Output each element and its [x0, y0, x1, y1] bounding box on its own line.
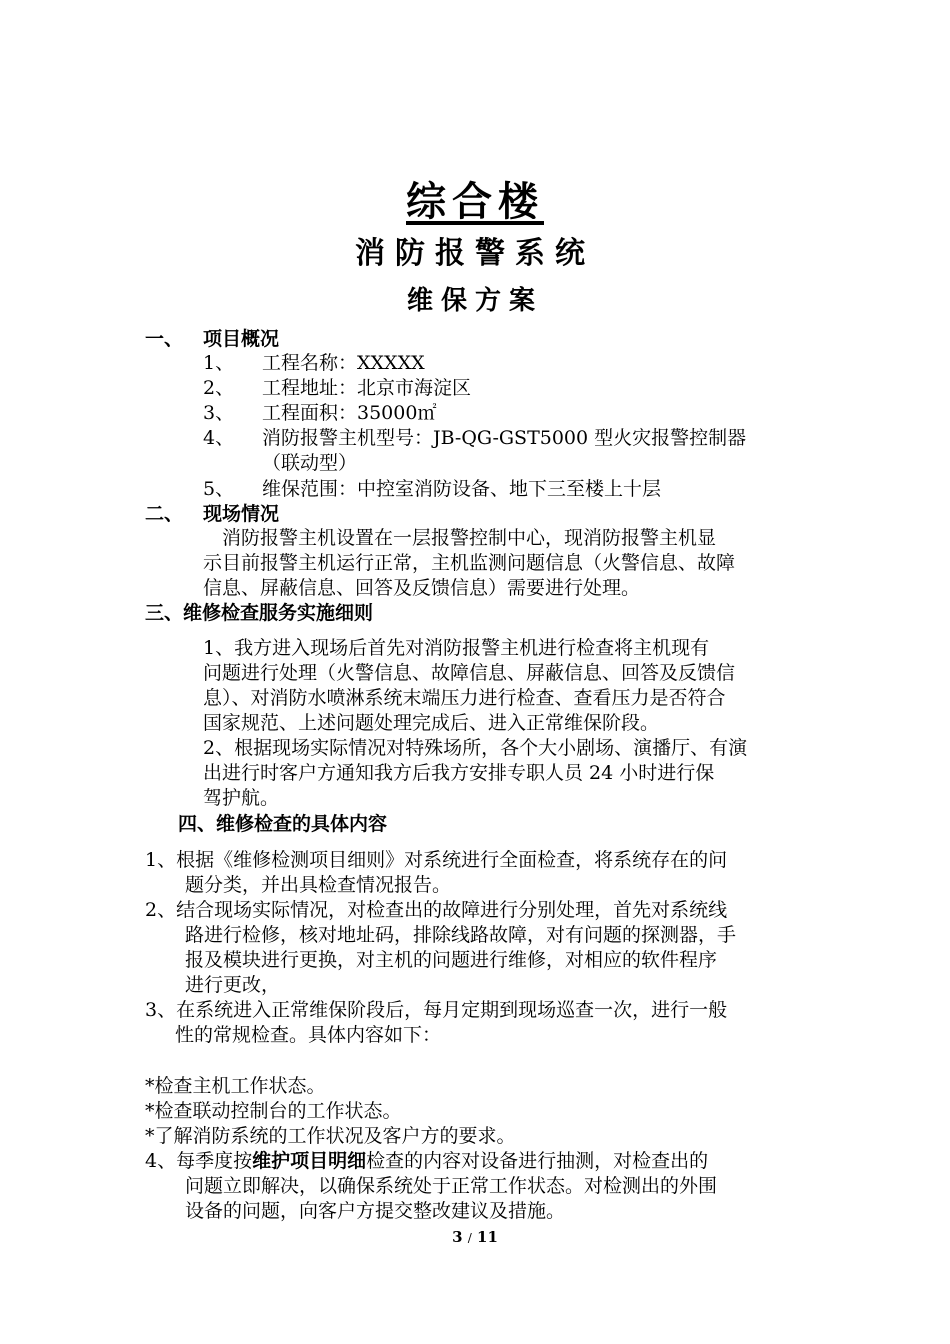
paragraph-line: 3、在系统进入正常维保阶段后，每月定期到现场巡查一次，进行一般 [145, 999, 728, 1021]
list-item-number: 5、 [203, 478, 235, 500]
list-item-number: 1、 [203, 352, 235, 374]
document-subtitle-2: 维保方案 [406, 286, 543, 316]
document-subtitle: 消防报警系统 [355, 236, 595, 271]
paragraph-line: 消防报警主机设置在一层报警控制中心，现消防报警主机显 [222, 527, 717, 549]
paragraph-line: 1、根据《维修检测项目细则》对系统进行全面检查，将系统存在的问 [145, 849, 728, 871]
list-item-number: 4、 [203, 427, 235, 449]
item4-suffix: 检查的内容对设备进行抽测，对检查出的 [366, 1150, 709, 1172]
list-item-continuation: （联动型） [262, 452, 358, 474]
paragraph-line: 出进行时客户方通知我方后我方安排专职人员 24 小时进行保 [203, 762, 715, 784]
checklist-item: *了解消防系统的工作状况及客户方的要求。 [145, 1125, 516, 1147]
paragraph-line: 信息、屏蔽信息、回答及反馈信息）需要进行处理。 [203, 577, 641, 599]
paragraph-line [145, 1146, 708, 1173]
paragraph-line: 息）、对消防水喷淋系统末端压力进行检查、查看压力是否符合 [203, 687, 726, 709]
list-item: 工程面积：35000㎡ [262, 402, 437, 424]
paragraph-line: 进行更改， [185, 974, 281, 996]
checklist-item: *检查联动控制台的工作状态。 [145, 1100, 402, 1122]
section1-number: 一、 [145, 328, 184, 350]
paragraph-line: 性的常规检查。具体内容如下： [175, 1024, 442, 1046]
paragraph-line: 1、我方进入现场后首先对消防报警主机进行检查将主机现有 [203, 637, 710, 659]
section2-heading: 现场情况 [203, 503, 280, 525]
page-number [0, 1228, 950, 1246]
document-title: 综合楼 [406, 179, 544, 225]
list-item: 消防报警主机型号：JB-QG-GST5000 型火灾报警控制器 [262, 427, 747, 449]
list-item: 工程名称：XXXXX [262, 352, 425, 374]
list-item-number: 3、 [203, 402, 235, 424]
paragraph-line: 报及模块进行更换，对主机的问题进行维修，对相应的软件程序 [185, 949, 718, 971]
page-current: 3 [452, 1228, 463, 1246]
item4-prefix: 4、每季度按 [145, 1150, 253, 1172]
section3-heading: 三、维修检查服务实施细则 [145, 602, 374, 624]
paragraph-line: 2、根据现场实际情况对特殊场所，各个大小剧场、演播厅、有演 [203, 737, 748, 759]
list-item: 维保范围：中控室消防设备、地下三至楼上十层 [262, 478, 662, 500]
section4-heading: 四、维修检查的具体内容 [178, 813, 388, 835]
list-item: 工程地址：北京市海淀区 [262, 377, 472, 399]
paragraph-line: 问题进行处理（火警信息、故障信息、屏蔽信息、回答及反馈信 [203, 662, 736, 684]
paragraph-line: 路进行检修，核对地址码，排除线路故障，对有问题的探测器，手 [185, 924, 737, 946]
page-separator: / [467, 1231, 472, 1245]
section1-heading: 项目概况 [203, 328, 280, 350]
page-total: 11 [477, 1228, 498, 1246]
paragraph-line: 驾护航。 [203, 787, 280, 809]
paragraph-line: 2、结合现场实际情况，对检查出的故障进行分别处理，首先对系统线 [145, 899, 728, 921]
checklist-item: *检查主机工作状态。 [145, 1075, 326, 1097]
paragraph-line: 题分类，并出具检查情况报告。 [185, 874, 452, 896]
paragraph-line: 设备的问题，向客户方提交整改建议及措施。 [185, 1200, 566, 1222]
section2-number: 二、 [145, 503, 184, 525]
item4-bold: 维护项目明细 [252, 1150, 367, 1172]
list-item-number: 2、 [203, 377, 235, 399]
paragraph-line: 示目前报警主机运行正常，主机监测问题信息（火警信息、故障 [203, 552, 736, 574]
paragraph-line: 国家规范、上述问题处理完成后、进入正常维保阶段。 [203, 712, 660, 734]
paragraph-line: 问题立即解决，以确保系统处于正常工作状态。对检测出的外围 [185, 1175, 718, 1197]
